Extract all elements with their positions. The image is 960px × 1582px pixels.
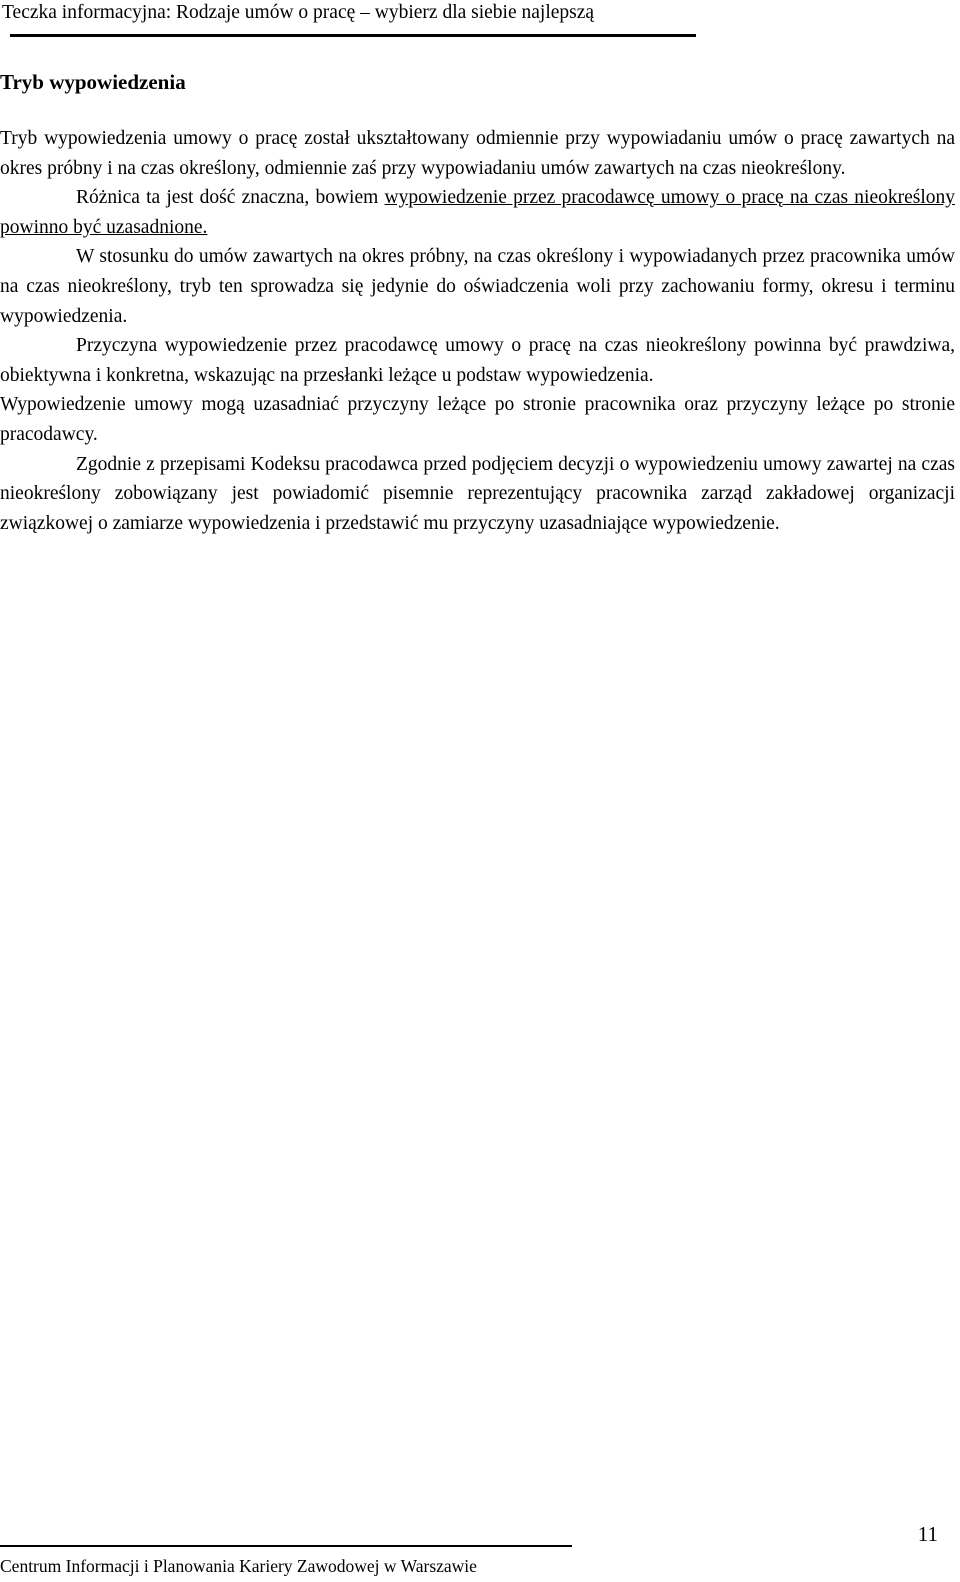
page-number: 11 bbox=[917, 1522, 938, 1546]
paragraph-2-text: Różnica ta jest dość znaczna, bowiem bbox=[76, 187, 385, 209]
footer-organization: Centrum Informacji i Planowania Kariery Zawodowej w Warszawie bbox=[0, 1556, 477, 1576]
section-heading: Tryb wypowiedzenia bbox=[0, 70, 186, 94]
paragraph-5: Wypowiedzenie umowy mogą uzasadniać przyczyny leżące po stronie pracownika oraz przyczyny leżące po stronie pracodawcy. bbox=[0, 394, 955, 445]
paragraph-3: W stosunku do umów zawartych na okres próbny, na czas określony i wypowiadanych przez pracownika umów na czas nieokreślony, tryb ten sprowadza się jedynie do oświadczenia woli przy zachowaniu formy, okresu i terminu wypowiedzenia. bbox=[0, 246, 955, 327]
document-header-title: Teczka informacyjna: Rodzaje umów o pracę – wybierz dla siebie najlepszą bbox=[2, 2, 595, 23]
paragraph-6: Zgodnie z przepisami Kodeksu pracodawca przed podjęciem decyzji o wypowiedzeniu umowy zawartej na czas nieokreślony zobowiązany jest powiadomić pisemnie reprezentujący pracownika zarząd zakładowej organizacji związkowej o zamiarze wypowiedzenia i przedstawić mu przyczyny uzasadniające wypowiedzenie. bbox=[0, 453, 955, 534]
paragraph-4: Przyczyna wypowiedzenie przez pracodawcę umowy o pracę na czas nieokreślony powinna być prawdziwa, obiektywna i konkretna, wskazując na przesłanki leżące u podstaw wypowiedzenia. bbox=[0, 335, 955, 386]
paragraph-1: Tryb wypowiedzenia umowy o pracę został ukształtowany odmiennie przy wypowiadaniu umów o pracę zawartych na okres próbny i na czas określony, odmiennie zaś przy wypowiadaniu umów zawartych na czas nieokreślony. bbox=[0, 128, 955, 179]
body-text bbox=[0, 124, 955, 538]
footer-divider bbox=[0, 1545, 572, 1547]
paragraph-2 bbox=[0, 183, 955, 242]
paragraph-2-underlined-text: wypowiedzenie przez pracodawcę umowy o pracę na czas nieokreślony powinno być uzasadnione. bbox=[0, 187, 956, 238]
header-divider bbox=[10, 34, 696, 37]
